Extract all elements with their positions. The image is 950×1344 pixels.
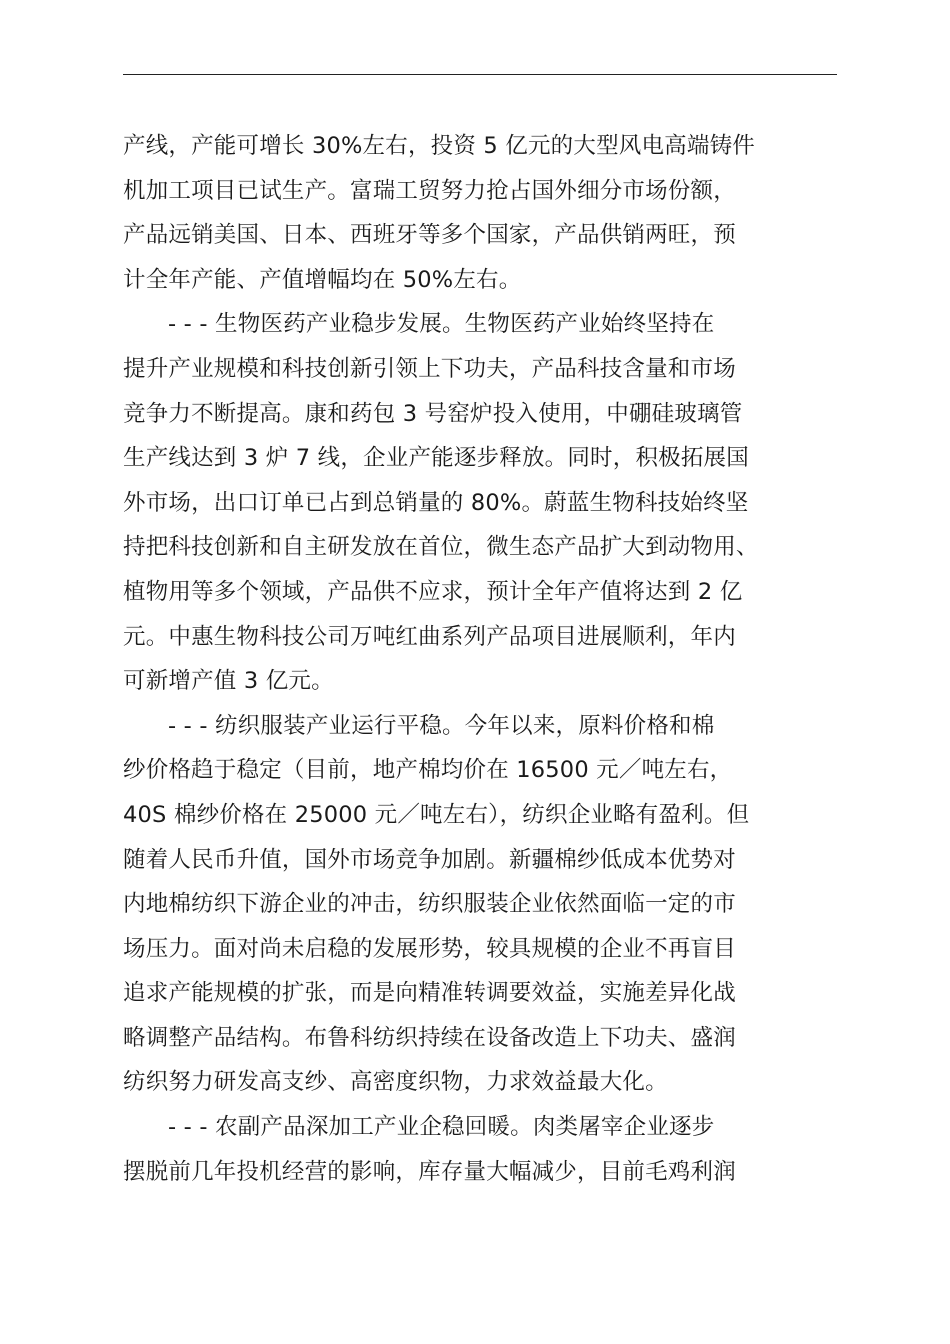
text-line: 产品远销美国、日本、西班牙等多个国家，产品供销两旺，预 [123,222,736,249]
text-line: 产线，产能可增长 30%左右，投资 5 亿元的大型风电高端铸件 [123,133,755,159]
text-line: 略调整产品结构。布鲁科纺织持续在设备改造上下功夫、盛润 [123,1024,736,1051]
header-rule [123,74,837,75]
text-line: 内地棉纺织下游企业的冲击，纺织服装企业依然面临一定的市 [123,891,736,918]
text-line: 40S 棉纱价格在 25000 元／吨左右），纺织企业略有盈利。但 [123,801,750,828]
text-line: 提升产业规模和科技创新引领上下功夫，产品科技含量和市场 [123,355,736,382]
text-line: 可新增产值 3 亿元。 [123,668,334,695]
text-line: 机加工项目已试生产。富瑞工贸努力抢占国外细分市场份额， [123,177,736,204]
text-line: 追求产能规模的扩张，而是向精准转调要效益，实施差异化战 [123,980,736,1007]
text-line: 场压力。面对尚未启稳的发展形势，较具规模的企业不再盲目 [123,935,736,962]
paragraph-first-line: - - - 纺织服装产业运行平稳。今年以来，原料价格和棉 [168,712,715,739]
text-line: 竞争力不断提高。康和药包 3 号窑炉投入使用，中硼硅玻璃管 [123,400,743,427]
paragraph-first-line: - - - 农副产品深加工产业企稳回暖。肉类屠宰企业逐步 [168,1114,715,1141]
text-line: 随着人民币升值，国外市场竞争加剧。新疆棉纱低成本优势对 [123,846,736,873]
text-line: 生产线达到 3 炉 7 线，企业产能逐步释放。同时，积极拓展国 [123,445,749,472]
text-line: 外市场，出口订单已占到总销量的 80%。蔚蓝生物科技始终坚 [123,489,749,516]
paragraph-first-line: - - - 生物医药产业稳步发展。生物医药产业始终坚持在 [168,311,715,338]
text-line: 元。中惠生物科技公司万吨红曲系列产品项目进展顺利，年内 [123,623,736,650]
text-line: 摆脱前几年投机经营的影响，库存量大幅减少，目前毛鸡利润 [123,1158,736,1185]
text-line: 植物用等多个领域，产品供不应求，预计全年产值将达到 2 亿 [123,578,743,605]
text-line: 计全年产能、产值增幅均在 50%左右。 [123,266,522,293]
text-line: 纺织努力研发高支纱、高密度织物，力求效益最大化。 [123,1069,668,1096]
text-line: 纱价格趋于稳定（目前，地产棉均价在 16500 元／吨左右， [123,757,733,784]
body-text [123,124,843,1194]
text-line: 持把科技创新和自主研发放在首位，微生态产品扩大到动物用、 [123,534,759,561]
